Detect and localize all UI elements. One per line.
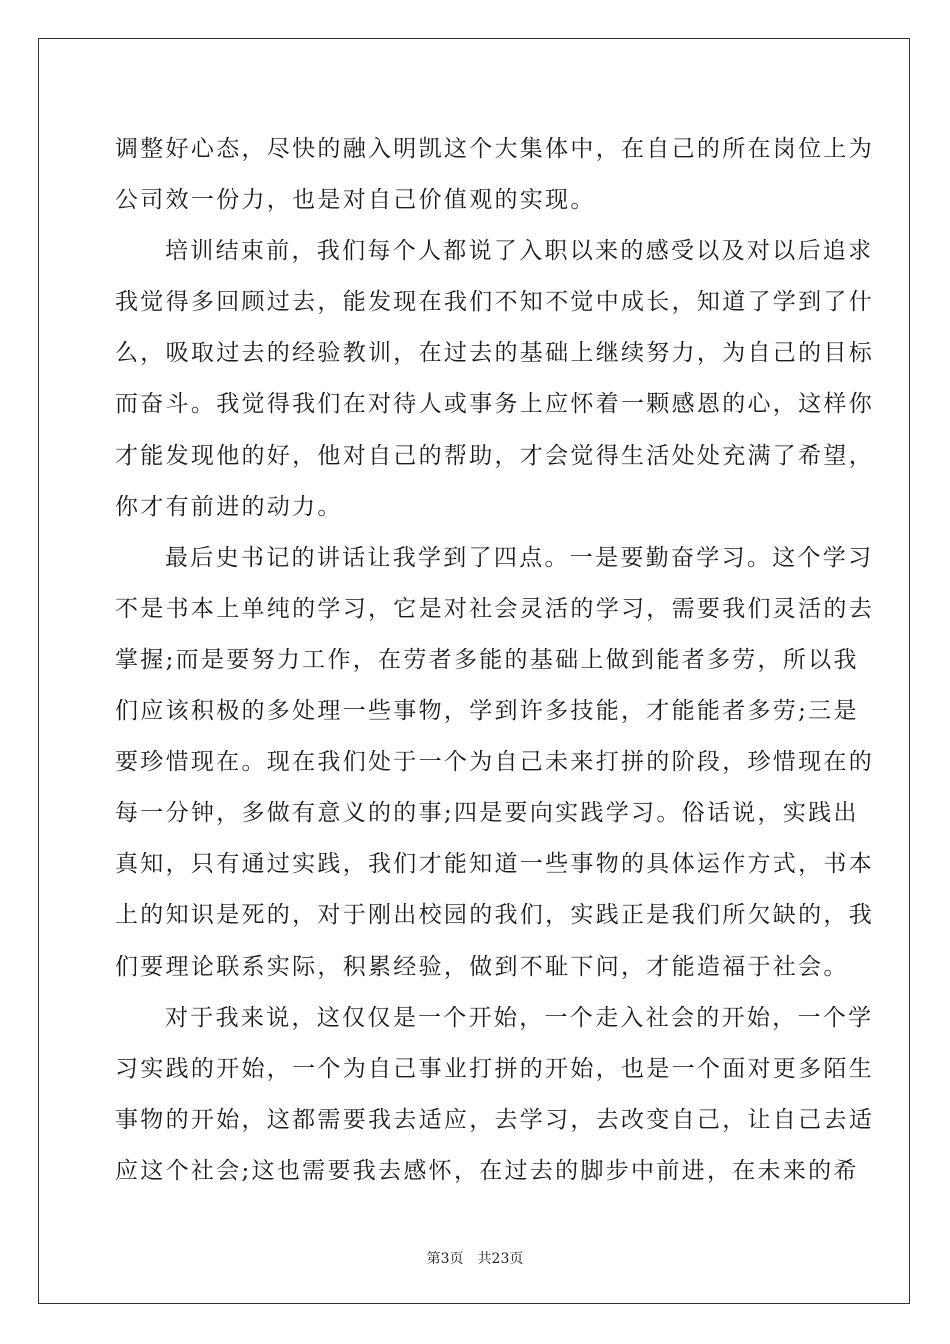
- paragraph-3: [115, 533, 874, 993]
- paragraph-1: [115, 124, 874, 226]
- text-line: 们应该积极的多处理一些事物，学到许多技能，才能能者多劳;三是: [115, 698, 859, 725]
- text-line: 上的知识是死的，对于刚出校园的我们，实践正是我们所欠缺的，我: [115, 902, 874, 929]
- paragraph-2: [115, 226, 874, 533]
- text-line: 培训结束前，我们每个人都说了入职以来的感受以及对以后追求: [165, 238, 874, 265]
- text-line: 们要理论联系实际，积累经验，做到不耻下问，才能造福于社会。: [115, 953, 849, 980]
- text-line: 不是书本上单纯的学习，它是对社会灵活的学习，需要我们灵活的去: [115, 595, 874, 622]
- paragraph-4: [115, 993, 874, 1197]
- text-line: 才能发现他的好，他对自己的帮助，才会觉得生活处处充满了希望，: [115, 442, 874, 469]
- page-number: 第3页: [426, 1251, 464, 1267]
- text-line: 每一分钟，多做有意义的的事;四是要向实践学习。俗话说，实践出: [115, 800, 859, 827]
- text-line: 么，吸取过去的经验教训，在过去的基础上继续努力，为自己的目标: [115, 340, 874, 367]
- text-line: 对于我来说，这仅仅是一个开始，一个走入社会的开始，一个学: [165, 1004, 874, 1031]
- text-line: 而奋斗。我觉得我们在对待人或事务上应怀着一颗感恩的心，这样你: [115, 391, 874, 418]
- text-line: 要珍惜现在。现在我们处于一个为自己未来打拼的阶段，珍惜现在的: [115, 749, 874, 776]
- document-body: [115, 124, 874, 1197]
- text-line: 调整好心态，尽快的融入明凯这个大集体中，在自己的所在岗位上为: [115, 136, 874, 162]
- text-line: 真知，只有通过实践，我们才能知道一些事物的具体运作方式，书本: [115, 851, 874, 878]
- text-line: 公司效一份力，也是对自己价值观的实现。: [115, 187, 596, 214]
- page-footer: [0, 1248, 950, 1268]
- text-line: 事物的开始，这都需要我去适应，去学习，去改变自己，让自己去适: [115, 1106, 874, 1133]
- text-line: 应这个社会;这也需要我去感怀，在过去的脚步中前进，在未来的希: [115, 1157, 859, 1184]
- text-line: 习实践的开始，一个为自己事业打拼的开始，也是一个面对更多陌生: [115, 1055, 874, 1082]
- text-line: 最后史书记的讲话让我学到了四点。一是要勤奋学习。这个学习: [165, 544, 874, 571]
- text-line: 掌握;而是要努力工作，在劳者多能的基础上做到能者多劳，所以我: [115, 646, 859, 673]
- text-line: 我觉得多回顾过去，能发现在我们不知不觉中成长，知道了学到了什: [115, 289, 874, 316]
- text-line: 你才有前进的动力。: [115, 493, 343, 520]
- page-total: 共23页: [477, 1251, 524, 1267]
